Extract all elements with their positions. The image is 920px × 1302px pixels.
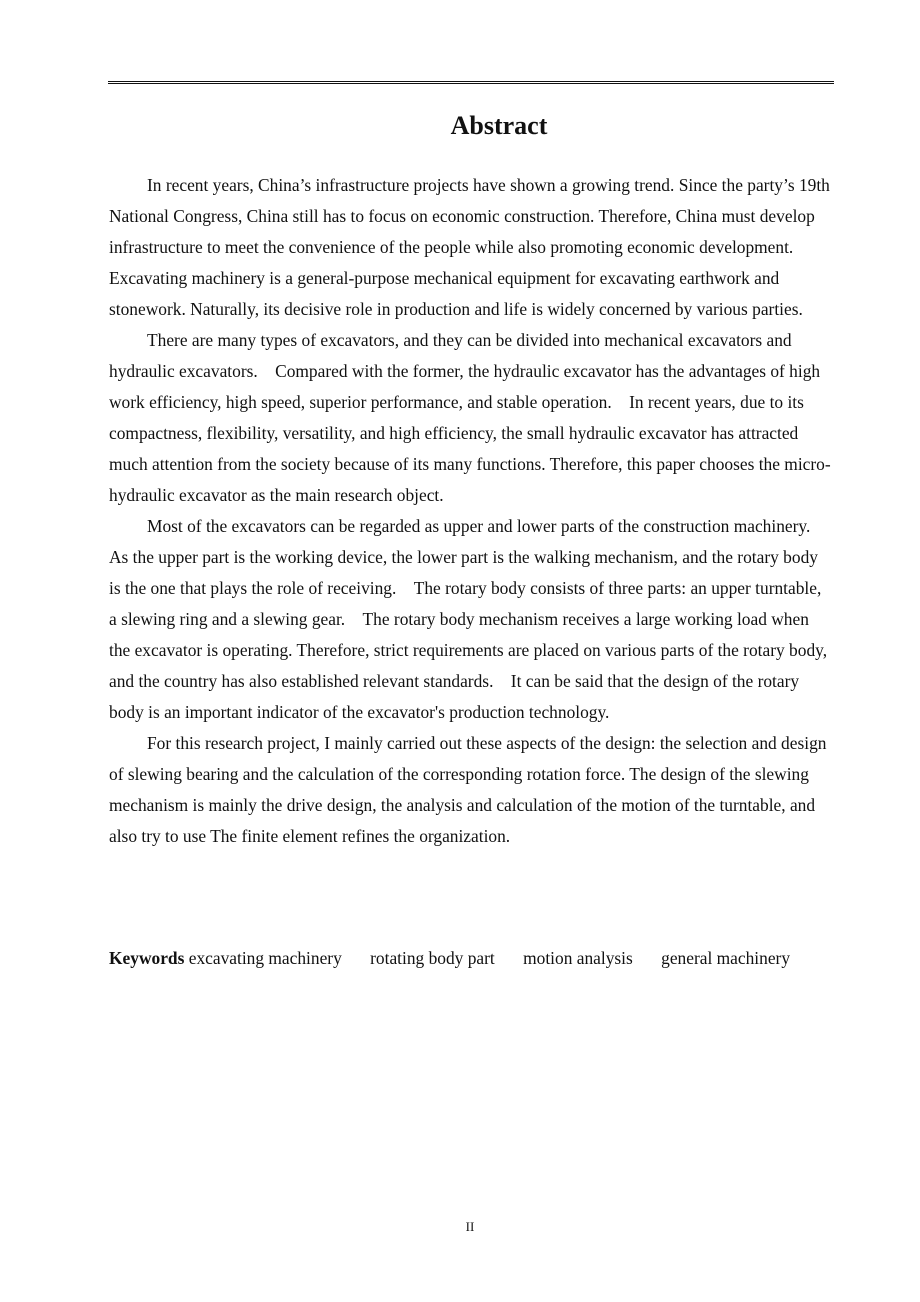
page-number: II bbox=[465, 1219, 475, 1234]
abstract-paragraph-4: For this research project, I mainly carried out these aspects of the design: the selection and design of slewing bearing and the calculation of the corresponding rotation force. The design of the slewing mechanism is mainly the drive design, the analysis and calculation of the motion of the turntable, and also try to use The finite element refines the organization. bbox=[109, 733, 827, 846]
abstract-paragraph-3: Most of the excavators can be regarded as upper and lower parts of the construction machinery. As the upper part is the working device, the lower part is the walking mechanism, and the rotary body is the one that plays the role of receiving. The rotary body consists of three parts: an upper turntable, a slewing ring and a slewing gear. The rotary body mechanism receives a large working load when the excavator is operating. Therefore, strict requirements are placed on various parts of the rotary body, and the country has also established relevant standards. It can be said that the design of the rotary body is an important indicator of the excavator's production technology. bbox=[109, 516, 828, 722]
page-title: Abstract bbox=[450, 111, 548, 140]
abstract-body bbox=[109, 170, 833, 852]
keyword-item: excavating machinery bbox=[188, 948, 342, 968]
keyword-item: motion analysis bbox=[523, 948, 633, 968]
keywords-label: Keywords bbox=[109, 948, 185, 968]
abstract-paragraph-1: In recent years, China’s infrastructure projects have shown a growing trend. Since the party’s 19th National Congress, China still has to focus on economic construction. Therefore, China must develop infrastructure to meet the convenience of the people while also promoting economic development. Excavating machinery is a general-purpose mechanical equipment for excavating earthwork and stonework. Naturally, its decisive role in production and life is widely concerned by various parties. bbox=[109, 175, 830, 319]
abstract-paragraph-2: There are many types of excavators, and they can be divided into mechanical excavators and hydraulic excavators. Compared with the former, the hydraulic excavator has the advantages of high work efficiency, high speed, superior performance, and stable operation. In recent years, due to its compactness, flexibility, versatility, and high efficiency, the small hydraulic excavator has attracted much attention from the society because of its many functions. Therefore, this paper chooses the micro-hydraulic excavator as the main research object. bbox=[109, 330, 831, 505]
keyword-item: rotating body part bbox=[370, 948, 495, 968]
header-rule bbox=[108, 81, 834, 84]
keywords-line bbox=[109, 943, 839, 974]
keyword-item: general machinery bbox=[661, 948, 791, 968]
